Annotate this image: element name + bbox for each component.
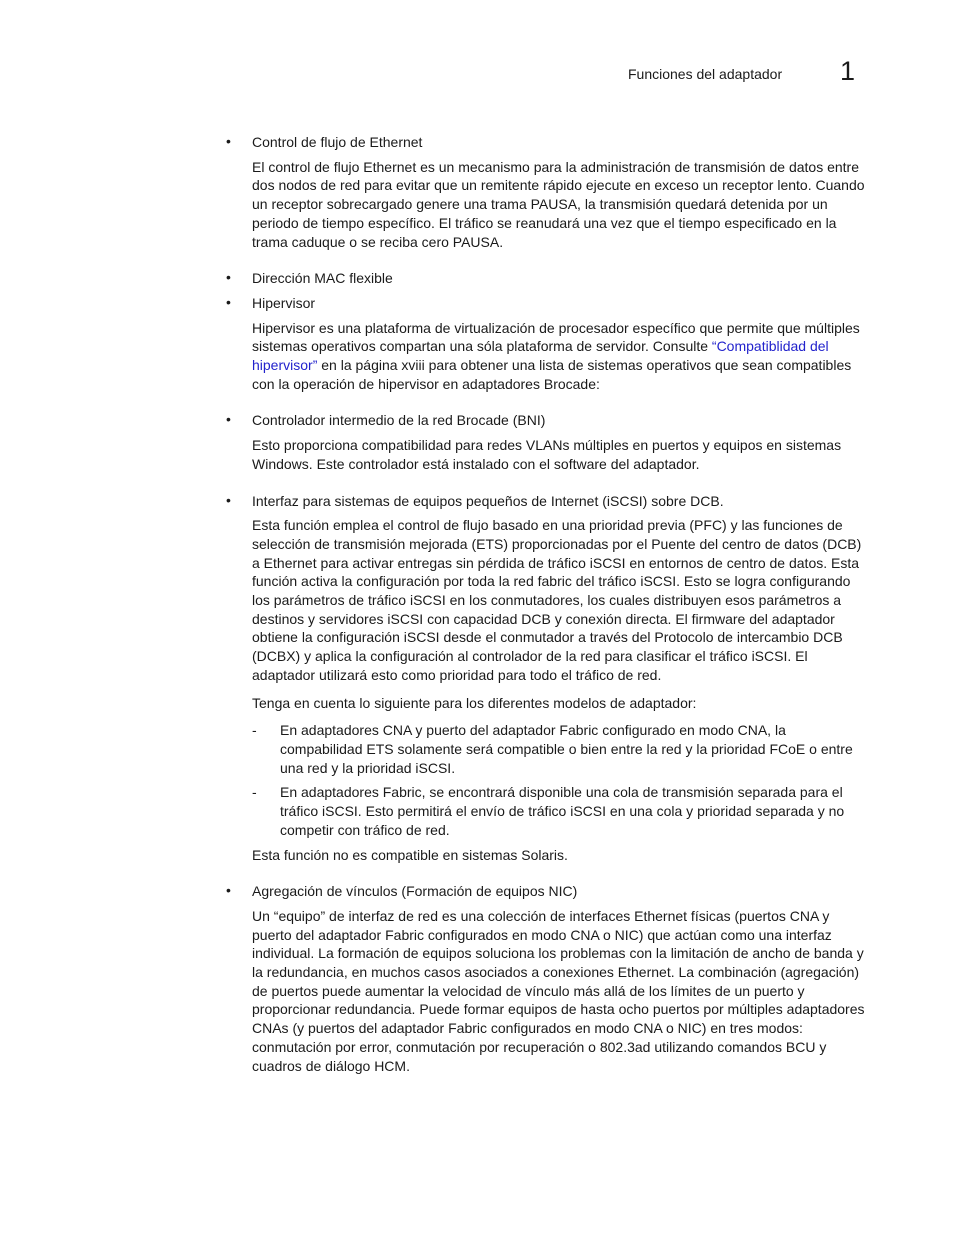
- list-item-title: Controlador intermedio de la red Brocade (BNI): [252, 412, 546, 429]
- paragraph-flow-control: El control de flujo Ethernet es un mecanismo para la administración de transmisión de datos entre dos nodos de red para evitar que un remitente rápido ejecute en exceso un receptor lento. Cuando un receptor sobrecargado genere una trama PAUSA, la transmisión quedará detenida por un periodo de tiempo específico. El tráfico se reanudará una vez que el tiempo especificado en la trama caduque o se reciba cero PAUSA.: [252, 158, 865, 250]
- bullet-icon: •: [226, 491, 231, 508]
- list-item-flow-control: [0, 133, 872, 152]
- list-item-title: Agregación de vínculos (Formación de equipos NIC): [252, 883, 578, 900]
- dash-icon: -: [252, 722, 257, 739]
- list-item-title: Dirección MAC flexible: [252, 270, 393, 287]
- paragraph-solaris: Esta función no es compatible en sistemas Solaris.: [252, 846, 568, 863]
- paragraph-text: en la página xviii para obtener una lista de sistemas operativos que sean compatibles con la operación de hipervisor en adaptadores Brocade:: [252, 357, 852, 392]
- bullet-icon: •: [226, 411, 231, 428]
- bullet-icon: •: [226, 882, 231, 899]
- paragraph-bni: Esto proporciona compatibilidad para redes VLANs múltiples en puertos y equipos en sistemas Windows. Este controlador está instalado con el software del adaptador.: [252, 437, 842, 472]
- list-item-mac: [0, 269, 872, 288]
- bullet-icon: •: [226, 269, 231, 286]
- paragraph-teaming: Un “equipo” de interfaz de red es una colección de interfaces Ethernet físicas (puertos CNA y puerto del adaptador Fabric configurados en modo CNA o NIC) que actúan como una interfaz individual. La formación de equipos soluciona los problemas con la limitación de ancho de banda y la redundancia, en muchos casos asociados a conexiones Ethernet. La combinación (agregación) de puertos puede aumentar la velocidad de vínculo más allá de los límites de un puerto y proporcionar redundancia. Puede formar equipos de hasta ocho puertos por múltiples adaptadores CNAs (y puertos del adaptador Fabric configurados en modo CNA o NIC) en tres modos: conmutación por error, conmutación por recuperación o 802.3ad utilizando comandos BCU y cuadros de diálogo HCM.: [252, 907, 865, 1074]
- list-item-title: Hipervisor: [252, 294, 316, 311]
- hypervisor-compatibility-link[interactable]: “Compatiblidad del hipervisor”: [252, 338, 829, 374]
- list-item-iscsi: [0, 492, 872, 511]
- dash-icon: -: [252, 784, 257, 801]
- list-item-title: Control de flujo de Ethernet: [252, 134, 423, 150]
- paragraph-iscsi-note: Tenga en cuenta lo siguiente para los diferentes modelos de adaptador:: [252, 694, 697, 711]
- sub-list-item-text: En adaptadores CNA y puerto del adaptador Fabric configurado en modo CNA, la compabilidad ETS solamente será compatible o bien entre la red y la prioridad FCoE o entre una red y la prioridad iSCSI.: [280, 722, 853, 776]
- list-item-title: Interfaz para sistemas de equipos pequeños de Internet (iSCSI) sobre DCB.: [252, 492, 724, 509]
- page-body: [0, 133, 954, 1084]
- paragraph-iscsi: Esta función emplea el control de flujo basado en una prioridad previa (PFC) y las funciones de selección de transmisión mejorada (ETS) proporcionadas por el Puente del centro de datos (DCB) a Ethernet para activar entregas sin pérdida de tráfico iSCSI en entornos de centro de datos. Esta función activa la configuración por toda la red fabric del tráfico iSCSI. Esto se logra configurando los parámetros de tráfico iSCSI en los conmutadores, los cuales distribuyen esos parámetros a destinos y servidores iSCSI con capacidad DCB y conexión directa. El firmware del adaptador obtiene la configuración iSCSI desde el conmutador a través del Protocolo de intercambio DCB (DCBX) y aplica la configuración al controlador de la red para clasificar el tráfico iSCSI. El adaptador utilizará esto como prioridad para todo el tráfico de red.: [252, 517, 862, 683]
- sub-list-item-fabric: [0, 783, 870, 839]
- sub-list-item-cna: [0, 721, 870, 777]
- list-item-teaming: [0, 882, 872, 901]
- bullet-icon: •: [226, 133, 231, 149]
- paragraph-text: Hipervisor es una plataforma de virtualización de procesador específico que permite que múltiples sistemas operativos compartan una sóla plataforma de servidor. Consulte: [252, 319, 860, 355]
- header-section-title: Funciones del adaptador: [628, 66, 783, 82]
- list-item-hypervisor: [0, 294, 872, 313]
- list-item-bni: [0, 411, 872, 430]
- sub-list-item-text: En adaptadores Fabric, se encontrará disponible una cola de transmisión separada para el tráfico iSCSI. Esto permitirá el envío de tráfico iSCSI en una cola y prioridad separada y no competir con tráfico de red.: [280, 784, 845, 838]
- bullet-icon: •: [226, 293, 231, 310]
- chapter-number: 1: [840, 56, 856, 86]
- paragraph-hypervisor: [0, 319, 870, 394]
